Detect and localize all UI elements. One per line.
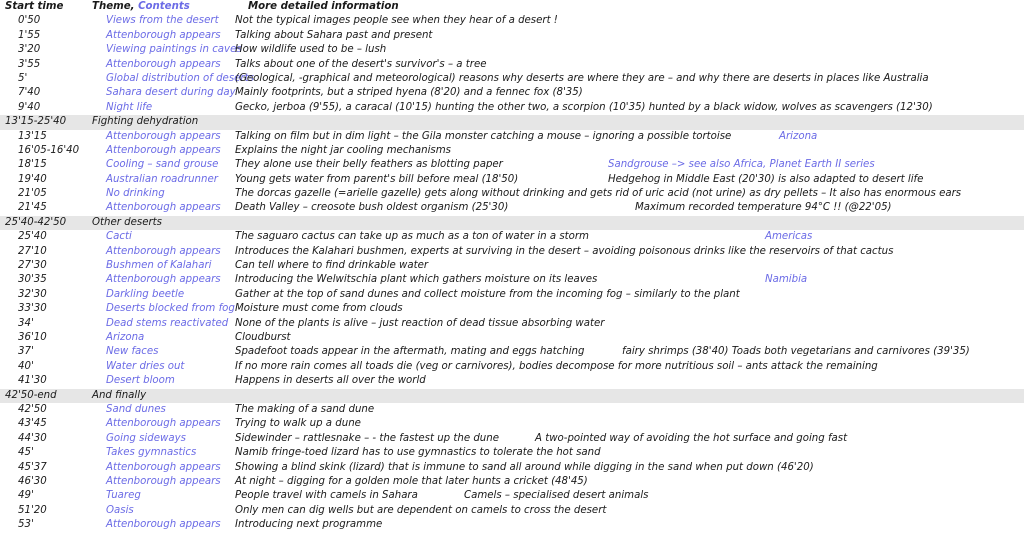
table-row [0,461,1024,475]
theme: Night life [106,101,153,113]
section-row [0,115,1024,129]
info-extra: Americas [765,231,813,243]
theme: Attenborough appears [106,461,221,473]
section-row [0,389,1024,403]
table-row [0,432,1024,446]
theme: Deserts blocked from fog [106,303,235,315]
section-title: Fighting dehydration [92,116,199,128]
info: They alone use their belly feathers as blotting paper [235,159,503,171]
theme: Takes gymnastics [106,447,197,459]
info: Spadefoot toads appear in the aftermath, mating and eggs hatching [235,346,585,358]
table-row [0,345,1024,359]
theme: No drinking [106,188,165,200]
theme: Cooling – sand grouse [106,159,219,171]
table-row [0,86,1024,100]
theme: Attenborough appears [106,130,221,142]
info: Talking on film but in dim light – the Gila monster catching a mouse – ignoring a possible tortoise [235,130,732,142]
start-time: 45'37 [18,461,47,473]
start-time: 19'40 [18,173,47,185]
start-time: 43'45 [18,418,47,430]
table-row [0,245,1024,259]
info: (Geological, -graphical and meteorological) reasons why deserts are where they are – and why there are deserts in places like Australia [235,72,929,84]
table-row [0,504,1024,518]
start-time: 16'05-16'40 [18,144,80,156]
theme: Attenborough appears [106,202,221,214]
theme: New faces [106,346,159,358]
section-row [0,216,1024,230]
theme: Attenborough appears [106,274,221,286]
info: Talking about Sahara past and present [235,29,433,41]
start-time: 44'30 [18,432,47,444]
start-time: 30'35 [18,274,47,286]
theme: Desert bloom [106,375,175,387]
theme: Attenborough appears [106,519,221,531]
info-extra: Hedgehog in Middle East (20'30) is also adapted to desert life [608,173,924,185]
start-time: 18'15 [18,159,47,171]
start-time: 13'15-25'40 [5,116,67,128]
info: If no more rain comes all toads die (veg or carnivores), bodies decompose for more nutritious soil – ants attack the remaining [235,360,878,372]
table-row [0,14,1024,28]
theme: Going sideways [106,432,186,444]
info: Introducing the Welwitschia plant which gathers moisture on its leaves [235,274,598,286]
theme: Water dries out [106,360,185,372]
info: Not the typical images people see when they hear of a desert ! [235,15,558,27]
info: The making of a sand dune [235,403,375,415]
start-time: 49' [18,490,34,502]
section-title: Other deserts [92,216,162,228]
table-row [0,518,1024,532]
theme: Sahara desert during day [106,87,236,99]
theme: Attenborough appears [106,418,221,430]
table-row [0,101,1024,115]
info: The dorcas gazelle (=arielle gazelle) gets along without drinking and gets rid of uric acid (not urine) as dry pellets – It also has enormous ears [235,188,962,200]
theme: Oasis [106,504,134,516]
start-time: 53' [18,519,34,531]
info: Mainly footprints, but a striped hyena (8'20) and a fennec fox (8'35) [235,87,583,99]
info: Gecko, jerboa (9'55), a caracal (10'15) hunting the other two, a scorpion (10'35) hunted by a black widow, wolves as scavengers (12'30) [235,101,933,113]
info: At night – digging for a golden mole that later hunts a cricket (48'45) [235,475,588,487]
table-row [0,489,1024,503]
start-time: 9'40 [18,101,41,113]
info: The saguaro cactus can take up as much as a ton of water in a storm [235,231,589,243]
theme: Attenborough appears [106,144,221,156]
start-time: 34' [18,317,34,329]
theme: Attenborough appears [106,29,221,41]
info: People travel with camels in Sahara [235,490,418,502]
info: Sidewinder – rattlesnake – - the fastest up the dune [235,432,499,444]
table-row [0,417,1024,431]
start-time: 27'10 [18,245,47,257]
info: Talks about one of the desert's survivor's – a tree [235,58,487,70]
info-extra: A two-pointed way of avoiding the hot surface and going fast [535,432,848,444]
table-row [0,302,1024,316]
start-time: 40' [18,360,34,372]
table-row [0,360,1024,374]
start-time: 33'30 [18,303,47,315]
table-row [0,58,1024,72]
start-time: 51'20 [18,504,47,516]
header-start-time: Start time [5,1,64,12]
theme: Bushmen of Kalahari [106,260,212,272]
table-row [0,475,1024,489]
info: Showing a blind skink (lizard) that is immune to sand all around while digging in the sand when put down (46'20) [235,461,814,473]
info: Moisture must come from clouds [235,303,403,315]
start-time: 46'30 [18,475,47,487]
start-time: 21'05 [18,188,47,200]
table-row [0,43,1024,57]
start-time: 21'45 [18,202,47,214]
start-time: 7'40 [18,87,41,99]
table-row [0,259,1024,273]
start-time: 41'30 [18,375,47,387]
start-time: 42'50 [18,403,47,415]
info: Only men can dig wells but are dependent on camels to cross the desert [235,504,607,516]
table-row [0,331,1024,345]
info-extra: Namibia [765,274,808,286]
info: Can tell where to find drinkable water [235,260,429,272]
info: Trying to walk up a dune [235,418,361,430]
theme: Cacti [106,231,132,243]
info-extra: Maximum recorded temperature 94°C !! (@22'05) [635,202,892,214]
info: Death Valley – creosote bush oldest organism (25'30) [235,202,509,214]
theme: Attenborough appears [106,58,221,70]
info: Explains the night jar cooling mechanisms [235,144,451,156]
table-row [0,317,1024,331]
theme: Arizona [106,331,145,343]
table-row [0,144,1024,158]
info-extra: Sandgrouse –> see also Africa, Planet Earth II series [608,159,875,171]
start-time: 45' [18,447,34,459]
info: Introduces the Kalahari bushmen, experts at surviving in the desert – avoiding poisonous drinks like the reservoirs of that cactus [235,245,894,257]
start-time: 1'55 [18,29,41,41]
header-info: More detailed information [248,1,399,12]
table-row [0,374,1024,388]
table-row [0,403,1024,417]
info: Young gets water from parent's bill before meal (18'50) [235,173,519,185]
start-time: 25'40 [18,231,47,243]
start-time: 37' [18,346,34,358]
theme: Viewing paintings in caves [106,44,242,56]
start-time: 42'50-end [5,389,57,401]
info: Namib fringe-toed lizard has to use gymnastics to tolerate the hot sand [235,447,601,459]
info-extra: Camels – specialised desert animals [464,490,649,502]
theme: Tuareg [106,490,141,502]
info: Gather at the top of sand dunes and collect moisture from the incoming fog – similarly to the plant [235,288,740,300]
table-row [0,187,1024,201]
start-time: 36'10 [18,331,47,343]
table-body [0,14,1024,532]
start-time: 0'50 [18,15,41,27]
table-row [0,230,1024,244]
theme: Attenborough appears [106,475,221,487]
theme: Dead stems reactivated [106,317,229,329]
start-time: 25'40-42'50 [5,216,67,228]
theme: Sand dunes [106,403,166,415]
table-row [0,158,1024,172]
theme: Darkling beetle [106,288,185,300]
theme: Global distribution of deserts [106,72,254,84]
table-row [0,273,1024,287]
header-contents: Contents [138,1,190,12]
start-time: 13'15 [18,130,47,142]
table-row [0,173,1024,187]
section-title: And finally [92,389,147,401]
start-time: 3'20 [18,44,41,56]
table-row [0,130,1024,144]
start-time: 5' [18,72,28,84]
table-row [0,446,1024,460]
table-row [0,288,1024,302]
theme: Australian roadrunner [106,173,218,185]
header-theme-label: Theme, [92,1,135,12]
theme: Attenborough appears [106,245,221,257]
start-time: 27'30 [18,260,47,272]
info: Introducing next programme [235,519,383,531]
table-header [0,0,1024,14]
info: How wildlife used to be – lush [235,44,387,56]
table-row [0,201,1024,215]
info: Cloudburst [235,331,291,343]
info: None of the plants is alive – just reaction of dead tissue absorbing water [235,317,605,329]
info: Happens in deserts all over the world [235,375,426,387]
start-time: 3'55 [18,58,41,70]
info-extra: fairy shrimps (38'40) Toads both vegetarians and carnivores (39'35) [622,346,970,358]
table-row [0,29,1024,43]
info-extra: Arizona [779,130,818,142]
theme: Views from the desert [106,15,219,27]
header-theme [92,0,190,14]
table-row [0,72,1024,86]
start-time: 32'30 [18,288,47,300]
